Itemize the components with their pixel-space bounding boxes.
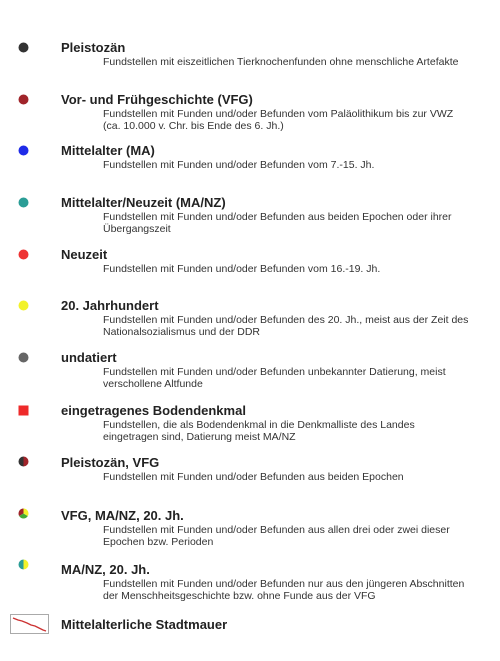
- legend-title: 20. Jahrhundert: [61, 298, 159, 313]
- town-wall-line-icon: [10, 614, 49, 634]
- legend-title: Mittelalter/Neuzeit (MA/NZ): [61, 195, 226, 210]
- legend-title: VFG, MA/NZ, 20. Jh.: [61, 508, 184, 523]
- legend-description: Fundstellen mit Funden und/oder Befunden vom 16.-19. Jh.: [103, 263, 381, 275]
- dark-circle-icon: [18, 42, 29, 53]
- legend-description: Fundstellen mit Funden und/oder Befunden vom 7.-15. Jh.: [103, 159, 375, 171]
- blue-circle-icon: [18, 145, 29, 156]
- legend-title: Pleistozän: [61, 40, 126, 55]
- legend-description: Fundstellen mit Funden und/oder Befunden aus beiden Epochen oder ihrer Übergangszeit: [103, 211, 452, 235]
- legend-title: eingetragenes Bodendenkmal: [61, 403, 246, 418]
- legend-description: Fundstellen mit Funden und/oder Befunden vom Paläolithikum bis zur VWZ (ca. 10.000 v. Chr. bis Ende des 6. Jh.): [103, 108, 454, 132]
- legend-title: Neuzeit: [61, 247, 108, 262]
- tri-color-circle-icon: [18, 508, 29, 519]
- legend-title: Mittelalterliche Stadtmauer: [61, 617, 228, 632]
- legend-title: MA/NZ, 20. Jh.: [61, 562, 150, 577]
- legend-title: undatiert: [61, 350, 117, 365]
- half-dark-red-circle-icon: [18, 456, 29, 467]
- red-square-icon: [18, 405, 29, 416]
- red-circle-icon: [18, 249, 29, 260]
- legend-title: Pleistozän, VFG: [61, 455, 160, 470]
- legend-description: Fundstellen mit Funden und/oder Befunden unbekannter Datierung, meist verschollene Altfunde: [103, 366, 446, 390]
- legend-description: Fundstellen mit eiszeitlichen Tierknochenfunden ohne menschliche Artefakte: [103, 56, 459, 68]
- legend-title: Mittelalter (MA): [61, 143, 155, 158]
- yellow-circle-icon: [18, 300, 29, 311]
- dark-red-circle-icon: [18, 94, 29, 105]
- legend-title: Vor- und Frühgeschichte (VFG): [61, 92, 253, 107]
- teal-yellow-circle-icon: [18, 559, 29, 570]
- legend-description: Fundstellen, die als Bodendenkmal in die Denkmalliste des Landes eingetragen sind, Datierung meist MA/NZ: [103, 419, 415, 443]
- legend-description: Fundstellen mit Funden und/oder Befunden aus beiden Epochen: [103, 471, 404, 483]
- legend-description: Fundstellen mit Funden und/oder Befunden nur aus den jüngeren Abschnitten der Menschheitsgeschichte bzw. ohne Funde aus der VFG: [103, 578, 465, 602]
- grey-circle-icon: [18, 352, 29, 363]
- legend-description: Fundstellen mit Funden und/oder Befunden aus allen drei oder zwei dieser Epochen bzw. Perioden: [103, 524, 450, 548]
- legend-description: Fundstellen mit Funden und/oder Befunden des 20. Jh., meist aus der Zeit des Nationalsozialismus und der DDR: [103, 314, 469, 338]
- teal-circle-icon: [18, 197, 29, 208]
